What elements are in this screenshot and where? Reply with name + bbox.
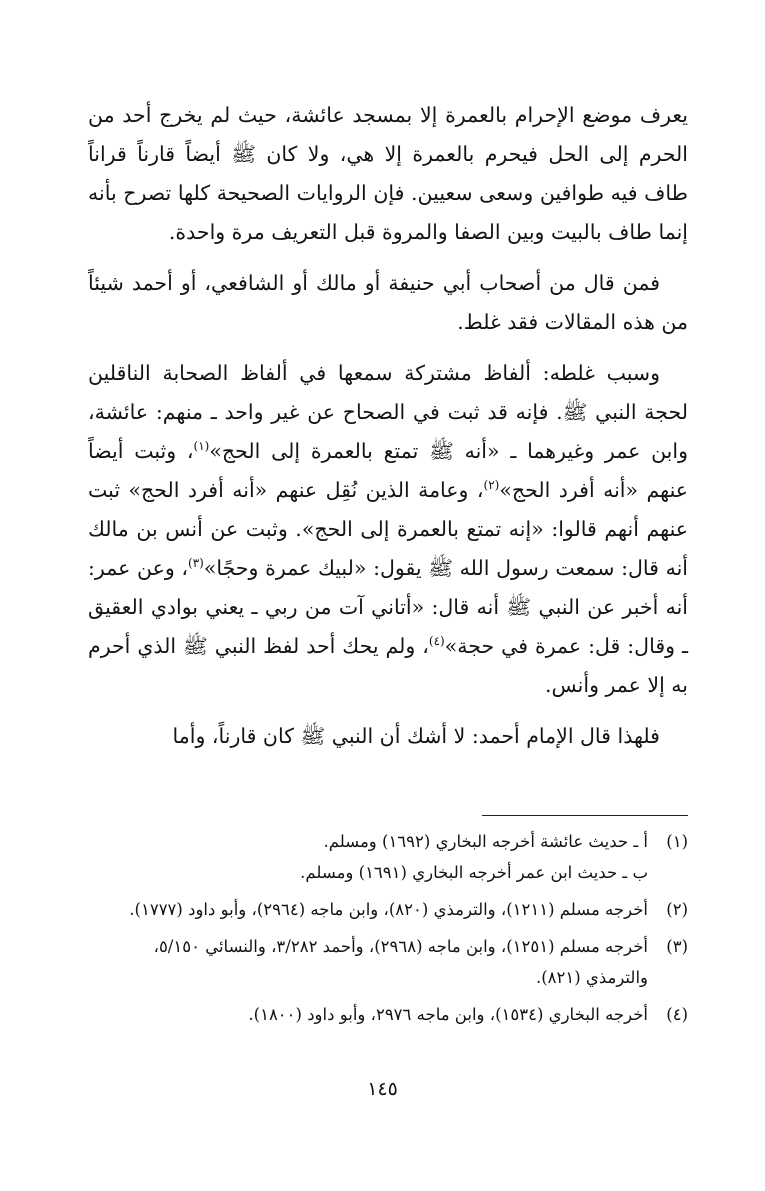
main-text (88, 96, 688, 768)
paragraph-3-part-1: وسبب غلطه: ألفاظ مشتركة سمعها في ألفاظ الصحابة الناقلين لحجة النبي ﷺ. فإنه قد ثبت في الصحاح عن غير واحد ـ منهم: عائشة، وابن عمر وغيرهما ـ «أنه ﷺ تمتع بالعمرة إلى الحج» (88, 361, 688, 463)
page-number: ١٤٥ (367, 1078, 398, 1100)
footnote-text: ب ـ حديث ابن عمر أخرجه البخاري (١٦٩١) ومسلم. (300, 863, 648, 882)
footnote-number: (١) (666, 832, 688, 851)
footnote-number: (٢) (666, 900, 688, 919)
footnote-text: أخرجه مسلم (١٢١١)، والترمذي (٨٢٠)، وابن ماجه (٢٩٦٤)، وأبو داود (١٧٧٧). (129, 900, 648, 919)
footnote-ref-3: (٣) (188, 556, 204, 571)
footnote-2 (88, 894, 688, 925)
paragraph-3-part-3: ، وعامة الذين نُقِل عنهم «أنه أفرد الحج» ثبت عنهم أنهم قالوا: «إنه تمتع بالعمرة إلى الحج». وثبت عن أنس بن مالك أنه قال: سمعت رسول الله ﷺ يقول: «لبيك عمرة وحجًا» (88, 478, 688, 580)
footnote-number: (٣) (666, 937, 688, 956)
footnote-3 (88, 931, 688, 993)
footnote-4 (88, 999, 688, 1030)
footnote-1b (88, 857, 688, 888)
footnote-ref-4: (٤) (428, 634, 445, 649)
paragraph-1: يعرف موضع الإحرام بالعمرة إلا بمسجد عائشة، حيث لم يخرج أحد من الحرم إلى الحل فيحرم بالعمرة إلا هي، ولا كان ﷺ أيضاً قارناً قراناً طاف فيه طوافين وسعى سعيين. فإن الروايات الصحيحة كلها تصرح بأنه إنما طاف بالبيت وبين الصفا والمروة قبل التعريف مرة واحدة. (88, 103, 688, 244)
paragraph-4: فلهذا قال الإمام أحمد: لا أشك أن النبي ﷺ كان قارناً، وأما (172, 724, 660, 748)
footnote-1a (88, 826, 688, 857)
footnote-text: أخرجه مسلم (١٢٥١)، وابن ماجه (٢٩٦٨)، وأحمد ٣/٢٨٢، والنسائي ٥/١٥٠، والترمذي (٨٢١). (153, 937, 648, 987)
footnote-separator (482, 815, 688, 816)
paragraph-2: فمن قال من أصحاب أبي حنيفة أو مالك أو الشافعي، أو أحمد شيئاً من هذه المقالات فقد غلط. (88, 271, 688, 334)
footnote-ref-2: (٢) (483, 478, 500, 493)
paragraph-3 (88, 354, 688, 705)
footnote-ref-1: (١) (193, 439, 210, 454)
footnote-text: أ ـ حديث عائشة أخرجه البخاري (١٦٩٢) ومسلم. (323, 832, 648, 851)
paragraph-3-part-2: ، وثبت أيضاً عنهم «أنه أفرد الحج» (88, 439, 688, 502)
footnote-text: أخرجه البخاري (١٥٣٤)، وابن ماجه ٢٩٧٦، وأبو داود (١٨٠٠). (248, 1005, 648, 1024)
paragraph-3-part-5: ، ولم يحك أحد لفظ النبي ﷺ الذي أحرم به إلا عمر وأنس. (88, 634, 688, 697)
paragraph-3-part-4: ، وعن عمر: أنه أخبر عن النبي ﷺ أنه قال: «أتاني آت من ربي ـ يعني بوادي العقيق ـ وقال: قل: عمرة في حجة» (88, 556, 688, 658)
footnote-number: (٤) (666, 1005, 688, 1024)
footnotes (88, 826, 688, 1030)
